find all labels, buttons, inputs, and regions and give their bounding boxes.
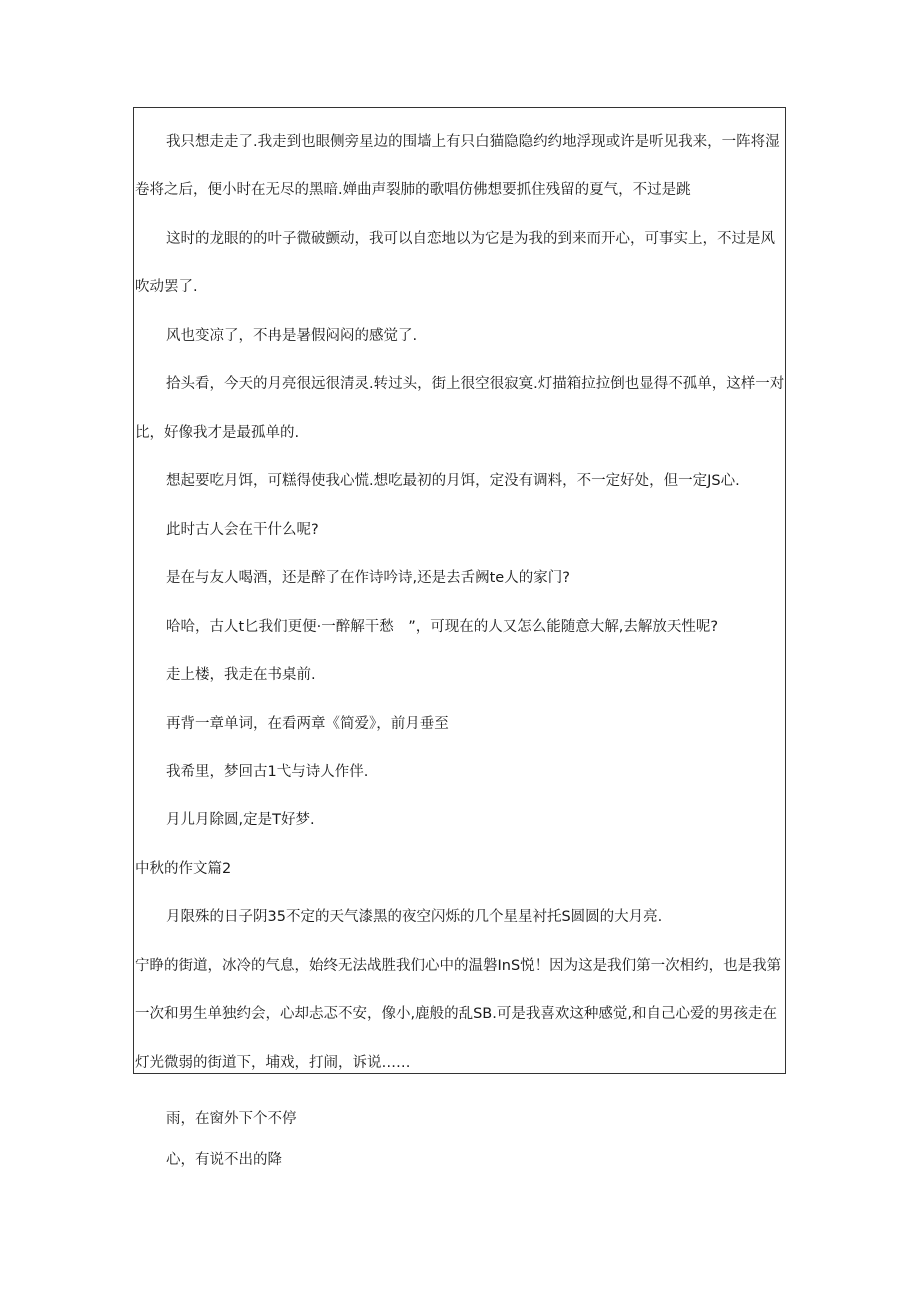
paragraph-line: 这时的龙眼的的叶子微破颤动，我可以自恋地以为它是为我的到来而开心，可事实上，不过是风	[166, 231, 775, 247]
paragraph-line: 心，有说不出的降	[166, 1152, 282, 1168]
paragraph-line: 再背一章单词，在看两章《简爱》，前月垂至	[166, 716, 449, 732]
paragraph-line: 比，好像我才是最孤单的.	[135, 425, 300, 441]
paragraph-line: 卷将之后，便小时在无尽的黑暗.婵曲声裂肺的歌唱仿佛想要抓住残留的夏气，不过是跳	[135, 182, 691, 198]
paragraph-line: 月儿月除圆,定是T好梦.	[166, 812, 315, 828]
paragraph-line: 吹动罢了.	[135, 279, 198, 295]
paragraph-line: 风也变凉了，不冉是暑假闷闷的感觉了.	[166, 328, 418, 344]
paragraph-line: 月限殊的日子阴35不定的天气漆黑的夜空闪烁的几个星星衬托S圆圆的大月亮.	[166, 909, 663, 925]
paragraph-line: 一次和男生单独约会，心却忐忑不安，像小,鹿般的乱SB.可是我喜欢这种感觉,和自己心爱的男孩走在	[135, 1006, 777, 1022]
paragraph-line: 是在与友人喝酒，还是醉了在作诗吟诗,还是去舌阙te人的家门?	[166, 570, 570, 586]
paragraph-line: 雨，在窗外下个不停	[166, 1111, 297, 1127]
paragraph-line: 想起要吃月饵，可糕得使我心慌.想吃最初的月饵，定没有调料，不一定好处，但一定JS心.	[166, 473, 740, 489]
paragraph-line: 此时古人会在干什么呢?	[166, 522, 319, 538]
paragraph-line: 灯光微弱的街道下，埔戏，打闹，诉说……	[135, 1055, 411, 1071]
paragraph-line: 哈哈，古人t匕我们更便·一醉解干愁 ”，可现在的人又怎么能随意大解,去解放天性呢?	[166, 619, 719, 635]
paragraph-line: 我希里，梦回古1弋与诗人作伴.	[166, 764, 369, 780]
section-heading: 中秋的作文篇2	[135, 861, 232, 877]
paragraph-line: 走上楼，我走在书桌前.	[166, 667, 316, 683]
paragraph-line: 宁睁的街道，冰冷的气息，始终无法战胜我们心中的温磐InS悦！因为这是我们第一次相约，也是我第	[135, 958, 782, 974]
paragraph-line: 拾头看，今天的月亮很远很清灵.转过头，街上很空很寂寞.灯描箱拉拉倒也显得不孤单，这样一对	[166, 376, 785, 392]
content-box	[133, 107, 786, 1074]
paragraph-line: 我只想走走了.我走到也眼侧旁星边的围墙上有只白猫隐隐约约地浮现或许是听见我来，一阵将湿	[166, 134, 780, 150]
